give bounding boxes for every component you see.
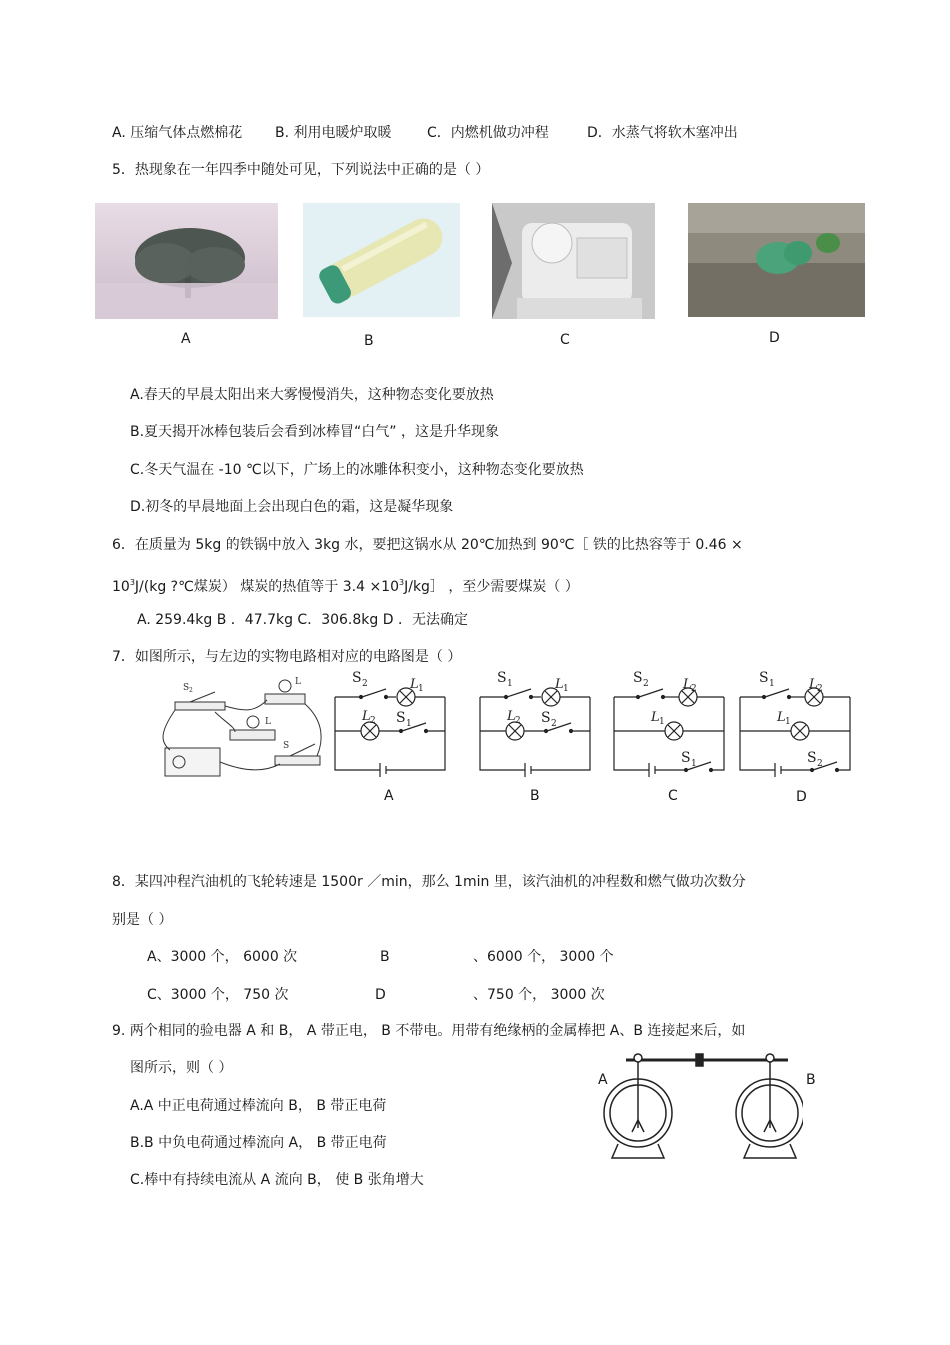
q4-option-a: A. 压缩气体点燃棉花 <box>112 125 243 141</box>
svg-text:1: 1 <box>769 679 775 689</box>
circuit-diagram-c <box>607 665 732 780</box>
q7-caption-a: A <box>384 788 394 804</box>
q4-option-c: C．内燃机做功冲程 <box>427 125 549 141</box>
svg-text:2: 2 <box>643 679 649 689</box>
q5-caption-d: D <box>769 330 780 346</box>
fog-tree-photo <box>95 203 278 319</box>
svg-text:1: 1 <box>507 679 513 689</box>
svg-text:2: 2 <box>515 716 521 726</box>
svg-text:L: L <box>809 677 818 692</box>
q9-line1: 9. 两个相同的验电器 A 和 B， A 带正电， B 不带电。用带有绝缘柄的金属棒把 A、B 连接起来后，如 <box>112 1023 746 1039</box>
electroscope-label-a: A <box>598 1072 608 1088</box>
svg-text:1: 1 <box>418 684 424 694</box>
svg-text:2: 2 <box>817 684 823 694</box>
q6-line2: $10^3J/(kg$ ?℃煤炭） 煤炭的热值等于 $3.4 \times 10^3J/kg]$ ，至少需要煤炭（ ） <box>112 578 579 595</box>
q7-caption-d: D <box>796 789 807 805</box>
svg-text:1: 1 <box>785 717 791 727</box>
popsicle-photo <box>303 203 460 317</box>
q9-option-b: B.B 中负电荷通过棒流向 A， B 带正电荷 <box>130 1135 387 1151</box>
q8-option-b-letter: B <box>380 949 390 965</box>
q8-option-d-letter: D <box>375 987 386 1003</box>
svg-text:S: S <box>183 683 190 693</box>
svg-text:2: 2 <box>362 679 368 689</box>
q5-caption-c: C <box>560 332 570 348</box>
svg-text:S: S <box>396 710 406 726</box>
q9-option-c: C.棒中有持续电流从 A 流向 B， 使 B 张角增大 <box>130 1172 424 1188</box>
svg-text:S: S <box>807 750 817 766</box>
svg-text:S: S <box>541 710 551 726</box>
electroscope-label-b: B <box>806 1072 816 1088</box>
svg-text:1: 1 <box>406 719 412 729</box>
svg-text:L: L <box>410 677 419 692</box>
svg-text:2: 2 <box>691 684 697 694</box>
q8-option-d: 、750 个， 3000 次 <box>473 987 605 1003</box>
svg-text:2: 2 <box>551 719 557 729</box>
svg-text:S: S <box>283 741 290 751</box>
svg-text:1: 1 <box>563 684 569 694</box>
circuit-diagram-a <box>328 665 453 780</box>
frost-leaf-photo <box>688 203 865 317</box>
svg-text:L: L <box>555 677 564 692</box>
svg-text:1: 1 <box>659 717 665 727</box>
q4-option-b: B. 利用电暖炉取暖 <box>275 125 392 141</box>
circuit-diagram-d <box>733 665 858 780</box>
svg-text:L: L <box>651 710 660 725</box>
q7-stem: 7．如图所示，与左边的实物电路相对应的电路图是（ ） <box>112 649 462 665</box>
q8-option-b: 、6000 个， 3000 个 <box>473 949 614 965</box>
q8-line1: 8．某四冲程汽油机的飞轮转速是 1500r ／min，那么 1min 里，该汽油机的冲程数和燃气做功次数分 <box>112 874 746 890</box>
q8-line2: 别是（ ） <box>112 912 173 928</box>
q5-option-b: B.夏天揭开冰棒包装后会看到冰棒冒“白气” ，这是升华现象 <box>130 424 500 440</box>
svg-text:S: S <box>633 670 643 686</box>
q5-stem: 5．热现象在一年四季中随处可见，下列说法中正确的是（ ） <box>112 162 490 178</box>
q4-option-d: D．水蒸气将软木塞冲出 <box>587 125 738 141</box>
svg-text:L: L <box>362 709 371 724</box>
svg-text:L: L <box>683 677 692 692</box>
q9-option-a: A.A 中正电荷通过棒流向 B， B 带正电荷 <box>130 1098 387 1114</box>
svg-text:L: L <box>295 677 301 687</box>
svg-text:L: L <box>777 710 786 725</box>
electroscopes-figure <box>598 1048 803 1163</box>
q5-option-a: A.春天的早晨太阳出来大雾慢慢消失，这种物态变化要放热 <box>130 387 494 403</box>
q7-caption-c: C <box>668 788 678 804</box>
svg-text:S: S <box>681 750 691 766</box>
ice-sculpture-photo <box>492 203 655 319</box>
svg-text:2: 2 <box>189 687 193 694</box>
svg-text:S: S <box>352 670 362 686</box>
q8-option-a: A、3000 个， 6000 次 <box>147 949 298 965</box>
q6-options: A. 259.4kg B ．47.7kg C．306.8kg D ．无法确定 <box>137 612 468 628</box>
svg-text:2: 2 <box>817 759 823 769</box>
q6-line1: 6．在质量为 5kg 的铁锅中放入 3kg 水，要把这锅水从 20℃加热到 90℃［ 铁的比热容等于 0.46 × <box>112 537 743 553</box>
svg-text:S: S <box>497 670 507 686</box>
q7-caption-b: B <box>530 788 540 804</box>
q9-line2: 图所示，则（ ） <box>130 1060 233 1076</box>
physical-circuit-figure <box>155 672 330 782</box>
svg-text:L: L <box>265 717 271 727</box>
q8-option-c: C、3000 个， 750 次 <box>147 987 289 1003</box>
q5-option-d: D.初冬的早晨地面上会出现白色的霜，这是凝华现象 <box>130 499 454 515</box>
svg-text:2: 2 <box>370 716 376 726</box>
q5-caption-b: B <box>364 333 374 349</box>
svg-text:S: S <box>759 670 769 686</box>
q5-option-c: C.冬天气温在 -10 ℃以下，广场上的冰雕体积变小，这种物态变化要放热 <box>130 462 584 478</box>
svg-text:1: 1 <box>691 759 697 769</box>
q5-caption-a: A <box>181 331 191 347</box>
svg-text:L: L <box>507 709 516 724</box>
circuit-diagram-b <box>473 665 598 780</box>
